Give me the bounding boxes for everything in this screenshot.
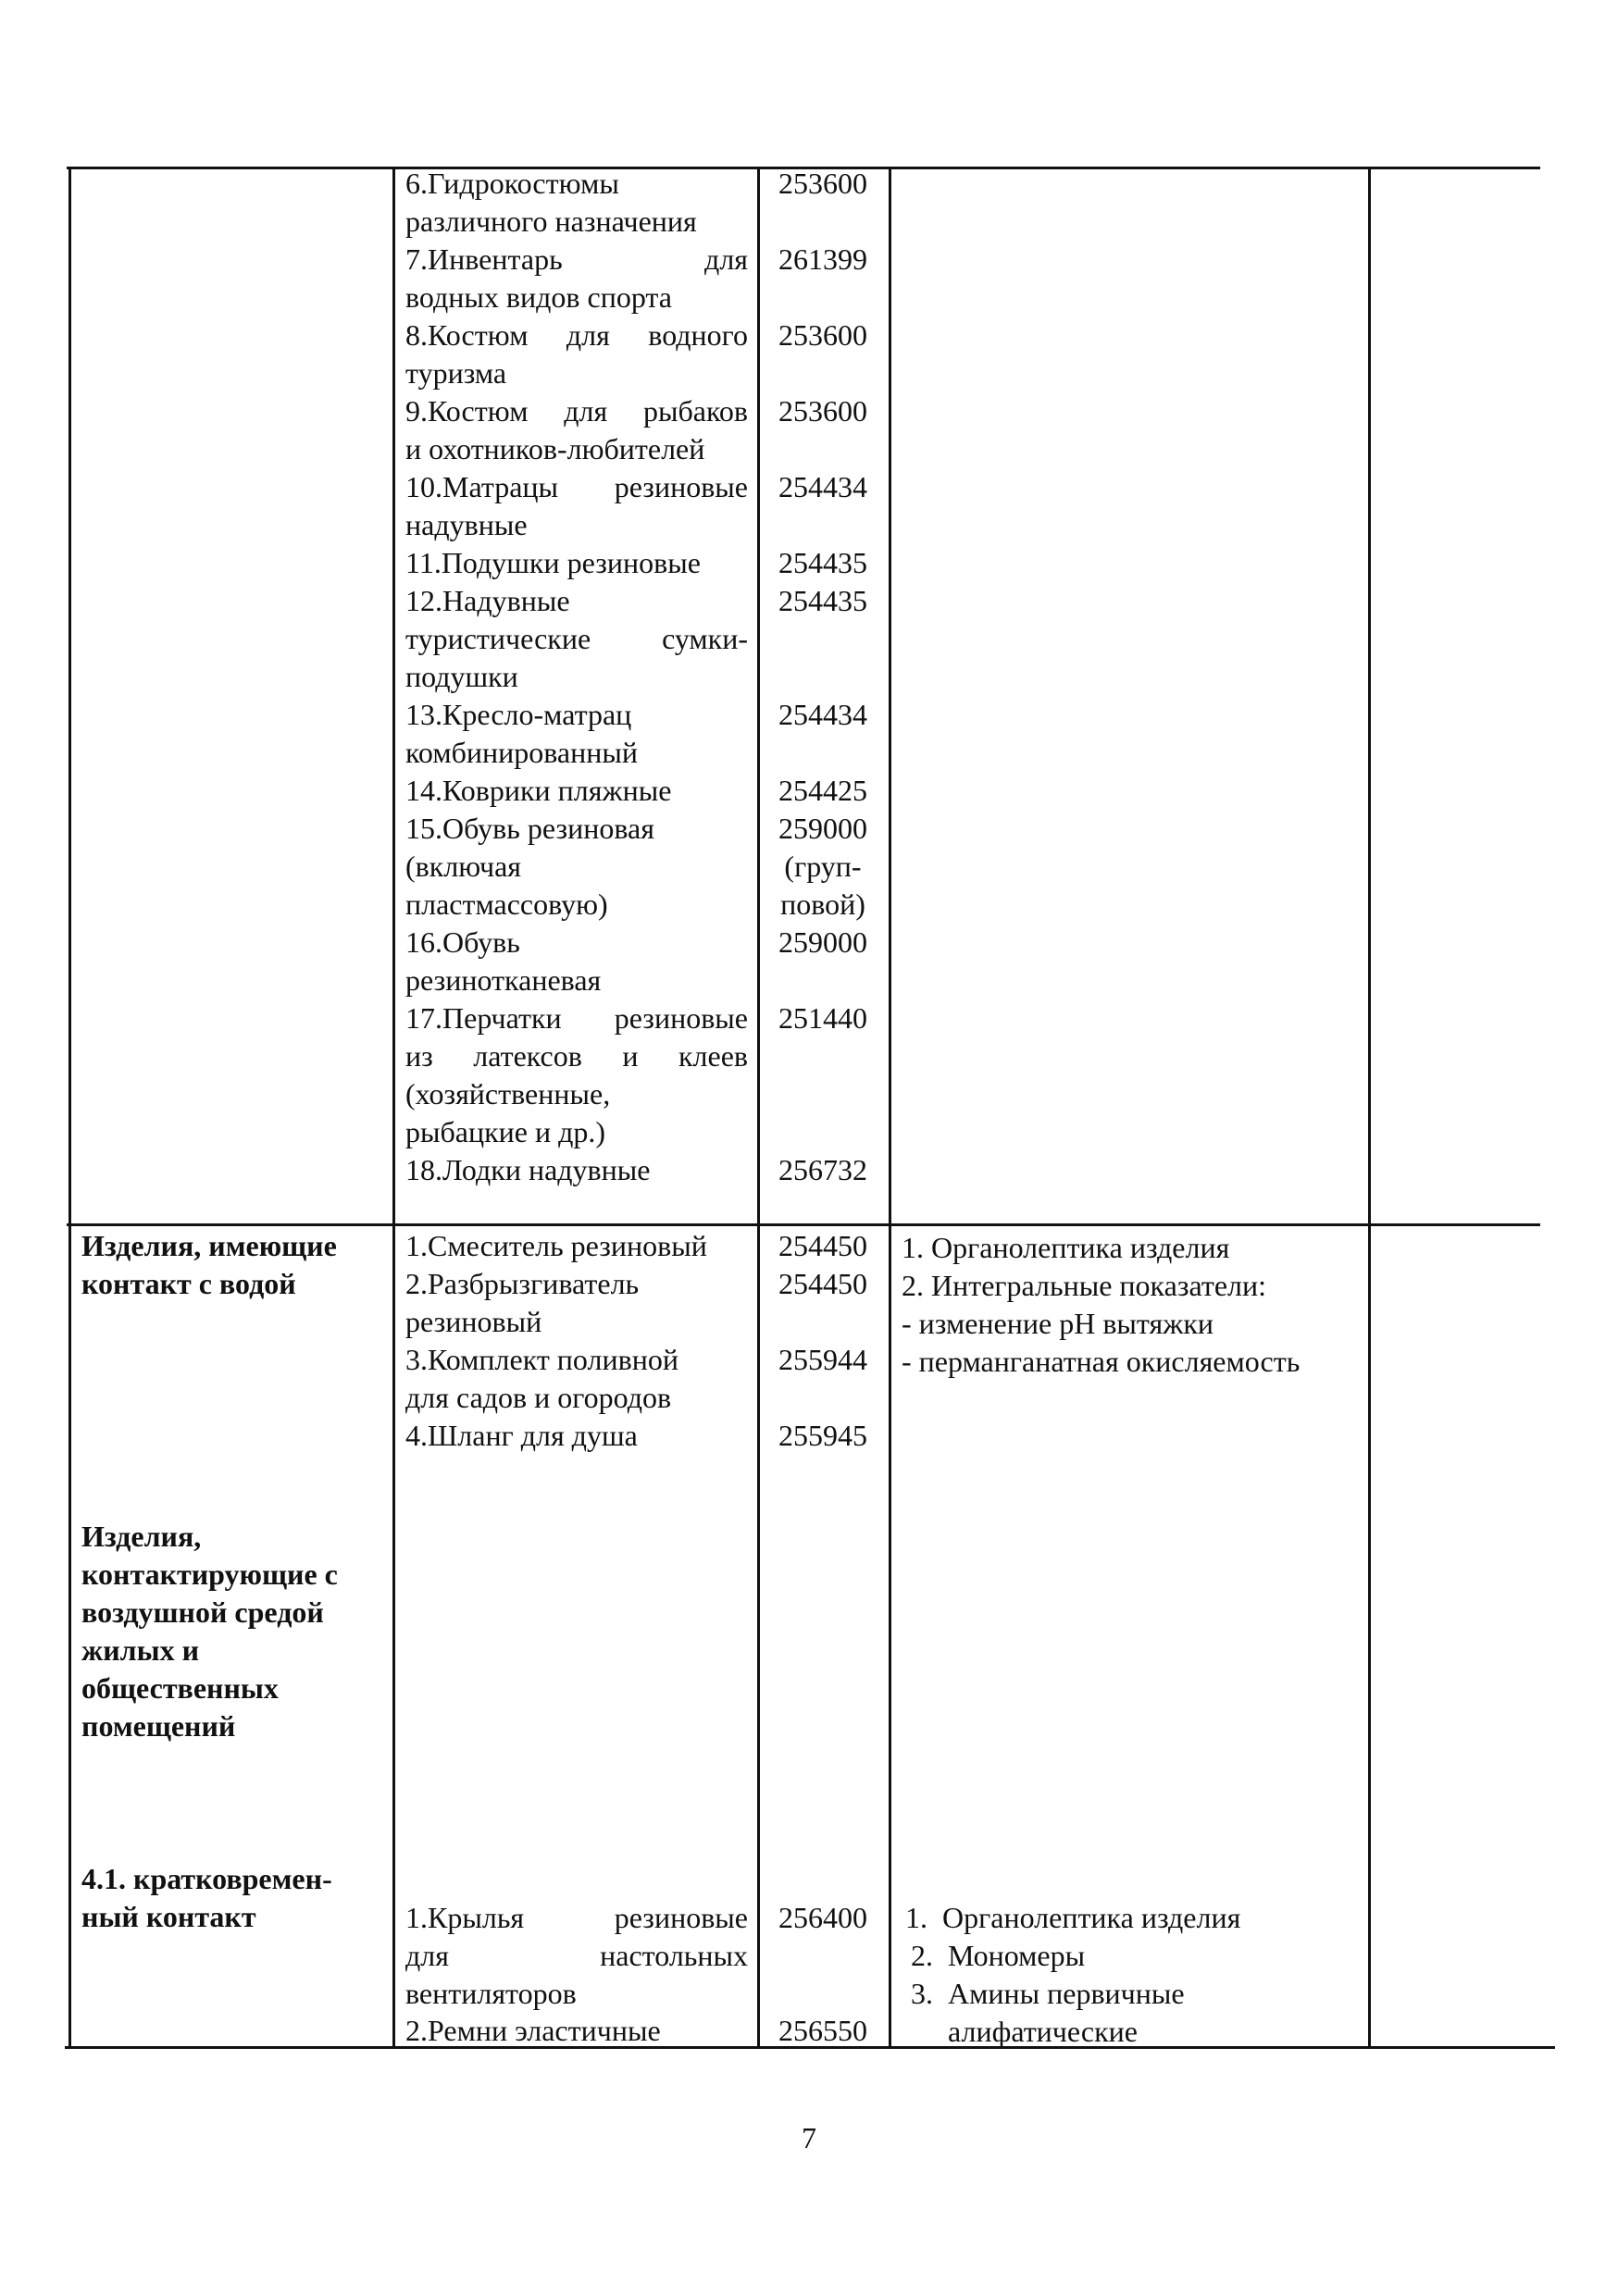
item-line: рыбацкие и др.) — [405, 1115, 606, 1148]
item-line: 11.Подушки резиновые — [405, 546, 701, 579]
item-code: 253600 — [778, 167, 867, 200]
item-line: 7.Инвентарь для — [405, 242, 748, 276]
item-line: 14.Коврики пляжные — [405, 774, 672, 807]
subcategory-line: 4.1. кратковремен- — [81, 1862, 332, 1895]
category-water-contact — [81, 1227, 387, 1303]
item-line: 8.Костюм для водного — [405, 318, 748, 352]
indicator-text: алифатические — [948, 2015, 1138, 2048]
item-line: резиновый — [405, 1305, 542, 1338]
item-line: для настольных — [405, 1939, 748, 1972]
subcategory-short-contact — [81, 1860, 387, 1936]
item-code: 256400 — [778, 1901, 867, 1934]
list-item — [405, 2012, 748, 2050]
item-line: вентиляторов — [405, 1977, 577, 2010]
category-line: контактирующие с — [81, 1558, 338, 1591]
indicators-water-contact — [902, 1229, 1364, 1381]
item-line: 12.Надувные — [405, 584, 570, 617]
category-line: Изделия, — [81, 1520, 202, 1553]
item-line: 15.Обувь резиновая — [405, 812, 654, 845]
list-item — [405, 316, 748, 392]
indicator-text: Органолептика изделия — [942, 1901, 1241, 1934]
list-item — [405, 544, 748, 582]
list-item — [405, 1227, 748, 1265]
category-line: помещений — [81, 1709, 236, 1743]
item-line: резинотканевая — [405, 963, 602, 997]
item-line: надувные — [405, 508, 528, 541]
indicator-line: - перманганатная окисляемость — [902, 1345, 1301, 1378]
category-line: воздушной средой — [81, 1595, 324, 1629]
indicator-text: Амины первичные — [948, 1977, 1185, 2010]
item-code: 254435 — [778, 584, 867, 617]
item-line: и охотников-любителей — [405, 432, 705, 465]
item-code: 255944 — [778, 1343, 867, 1376]
item-line: подушки — [405, 660, 518, 693]
indicator-number: 3. — [911, 1977, 933, 2010]
item-line: различного назначения — [405, 205, 697, 238]
indicator-line: 1. Органолептика изделия — [902, 1231, 1230, 1264]
item-code: 256732 — [778, 1153, 867, 1186]
subcategory-line: ный контакт — [81, 1900, 256, 1933]
col-border-4 — [1368, 167, 1371, 2049]
item-code-line: 259000 — [778, 812, 867, 845]
item-line: 3.Комплект поливной — [405, 1343, 678, 1376]
item-code: 251440 — [778, 1001, 867, 1035]
item-line: 13.Кресло-матрац — [405, 698, 632, 731]
item-code: 254425 — [778, 774, 867, 807]
item-line: (хозяйственные, — [405, 1077, 611, 1111]
item-code: 254434 — [778, 698, 867, 731]
indicators-air-contact — [905, 1899, 1359, 2051]
item-code: 253600 — [778, 318, 867, 352]
item-code-line: (груп- — [784, 850, 862, 883]
item-line: туристические сумки- — [405, 622, 748, 655]
col-border-1 — [392, 167, 395, 2049]
indicator-line — [905, 1937, 1359, 1975]
list-item — [405, 1417, 748, 1455]
item-line: пластмассовую) — [405, 887, 608, 921]
item-line: (включая — [405, 850, 521, 883]
page-number: 7 — [802, 2121, 816, 2154]
item-line: 1.Крылья резиновые — [405, 1901, 748, 1934]
item-code: 253600 — [778, 394, 867, 428]
item-line: комбинированный — [405, 736, 638, 769]
category-line: Изделия, имеющие — [81, 1229, 337, 1262]
item-line: 17.Перчатки резиновые — [405, 1001, 748, 1035]
indicator-number: 2. — [911, 1939, 933, 1972]
list-item — [405, 468, 748, 544]
item-line: водных видов спорта — [405, 280, 672, 314]
indicator-line — [905, 2013, 1359, 2051]
list-item — [405, 999, 748, 1151]
col-border-2 — [757, 167, 760, 2049]
item-code: 254434 — [778, 470, 867, 503]
item-line: 4.Шланг для душа — [405, 1419, 638, 1452]
item-code: 254435 — [778, 546, 867, 579]
item-code-line: повой) — [780, 887, 865, 921]
item-line: 6.Гидрокостюмы — [405, 167, 619, 200]
list-item — [405, 165, 748, 241]
item-code: 254450 — [778, 1267, 867, 1300]
item-line: 18.Лодки надувные — [405, 1153, 651, 1186]
list-item — [405, 1341, 748, 1417]
item-code: 255945 — [778, 1419, 867, 1452]
category-line: контакт с водой — [81, 1267, 296, 1300]
item-code: 256550 — [778, 2014, 867, 2047]
indicator-line: - изменение рН вытяжки — [902, 1307, 1214, 1340]
indicator-text: Мономеры — [948, 1939, 1086, 1972]
indicator-line — [905, 1899, 1359, 1937]
item-line: из латексов и клеев — [405, 1039, 748, 1073]
item-line: 2.Разбрызгиватель — [405, 1267, 640, 1300]
list-item — [405, 1899, 748, 2013]
list-item — [405, 696, 748, 772]
list-item — [405, 582, 748, 696]
item-line: 16.Обувь — [405, 925, 520, 959]
indicator-line — [905, 1975, 1359, 2013]
category-line: жилых и — [81, 1633, 200, 1667]
indicator-number: 1. — [905, 1901, 927, 1934]
list-item — [405, 1151, 748, 1189]
indicator-line: 2. Интегральные показатели: — [902, 1269, 1266, 1302]
item-code: 261399 — [778, 242, 867, 276]
col-border-0 — [68, 167, 71, 2049]
category-air-contact — [81, 1518, 387, 1745]
list-item — [405, 810, 748, 924]
item-line: для садов и огородов — [405, 1381, 672, 1414]
item-line: 1.Смеситель резиновый — [405, 1229, 707, 1262]
list-item — [405, 392, 748, 468]
item-code — [764, 810, 882, 924]
col-border-3 — [889, 167, 891, 2049]
category-line: общественных — [81, 1671, 279, 1705]
item-line: 9.Костюм для рыбаков — [405, 394, 748, 428]
list-item — [405, 772, 748, 810]
item-line: 10.Матрацы резиновые — [405, 470, 748, 503]
item-code: 259000 — [778, 925, 867, 959]
item-line: туризма — [405, 356, 507, 390]
list-item — [405, 924, 748, 999]
list-item — [405, 241, 748, 316]
section-divider — [67, 1223, 1540, 1226]
item-line: 2.Ремни эластичные — [405, 2014, 661, 2047]
list-item — [405, 1265, 748, 1341]
item-code: 254450 — [778, 1229, 867, 1262]
